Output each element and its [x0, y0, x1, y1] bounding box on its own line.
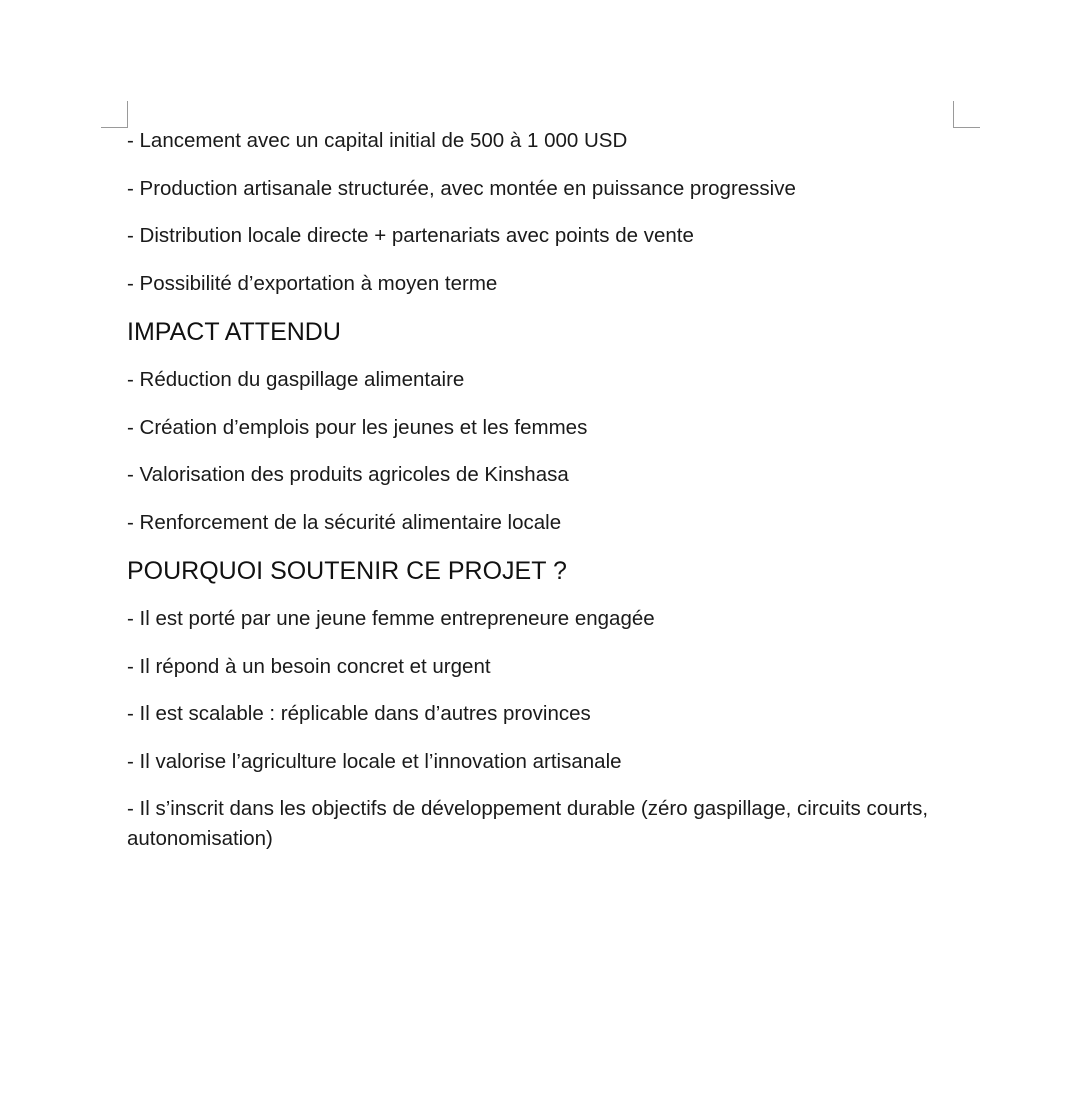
- list-item: - Il est porté par une jeune femme entrepreneure engagée: [127, 607, 655, 630]
- section-heading-pourquoi: POURQUOI SOUTENIR CE PROJET ?: [127, 557, 567, 585]
- list-item: - Réduction du gaspillage alimentaire: [127, 368, 465, 391]
- list-item: - Il s’inscrit dans les objectifs de développement durable (zéro gaspillage, circuits courts, autonomisation): [127, 797, 929, 850]
- list-item: - Production artisanale structurée, avec montée en puissance progressive: [127, 176, 796, 200]
- list-item: - Il répond à un besoin concret et urgent: [127, 654, 491, 678]
- list-item: - Lancement avec un capital initial de 500 à 1 000 USD: [127, 129, 628, 152]
- list-item: - Possibilité d’exportation à moyen terme: [127, 271, 498, 295]
- list-item: - Il valorise l’agriculture locale et l’innovation artisanale: [127, 749, 622, 773]
- list-item: - Il est scalable : réplicable dans d’autres provinces: [127, 702, 591, 725]
- document-body[interactable]: [127, 126, 967, 872]
- margin-corner-top-right: [953, 101, 980, 128]
- margin-corner-top-left: [101, 101, 128, 128]
- list-item: - Valorisation des produits agricoles de Kinshasa: [127, 463, 569, 486]
- list-item: - Distribution locale directe + partenariats avec points de vente: [127, 224, 694, 247]
- list-item: - Renforcement de la sécurité alimentaire locale: [127, 510, 562, 534]
- list-item: - Création d’emplois pour les jeunes et les femmes: [127, 415, 588, 439]
- section-heading-impact: IMPACT ATTENDU: [127, 318, 341, 346]
